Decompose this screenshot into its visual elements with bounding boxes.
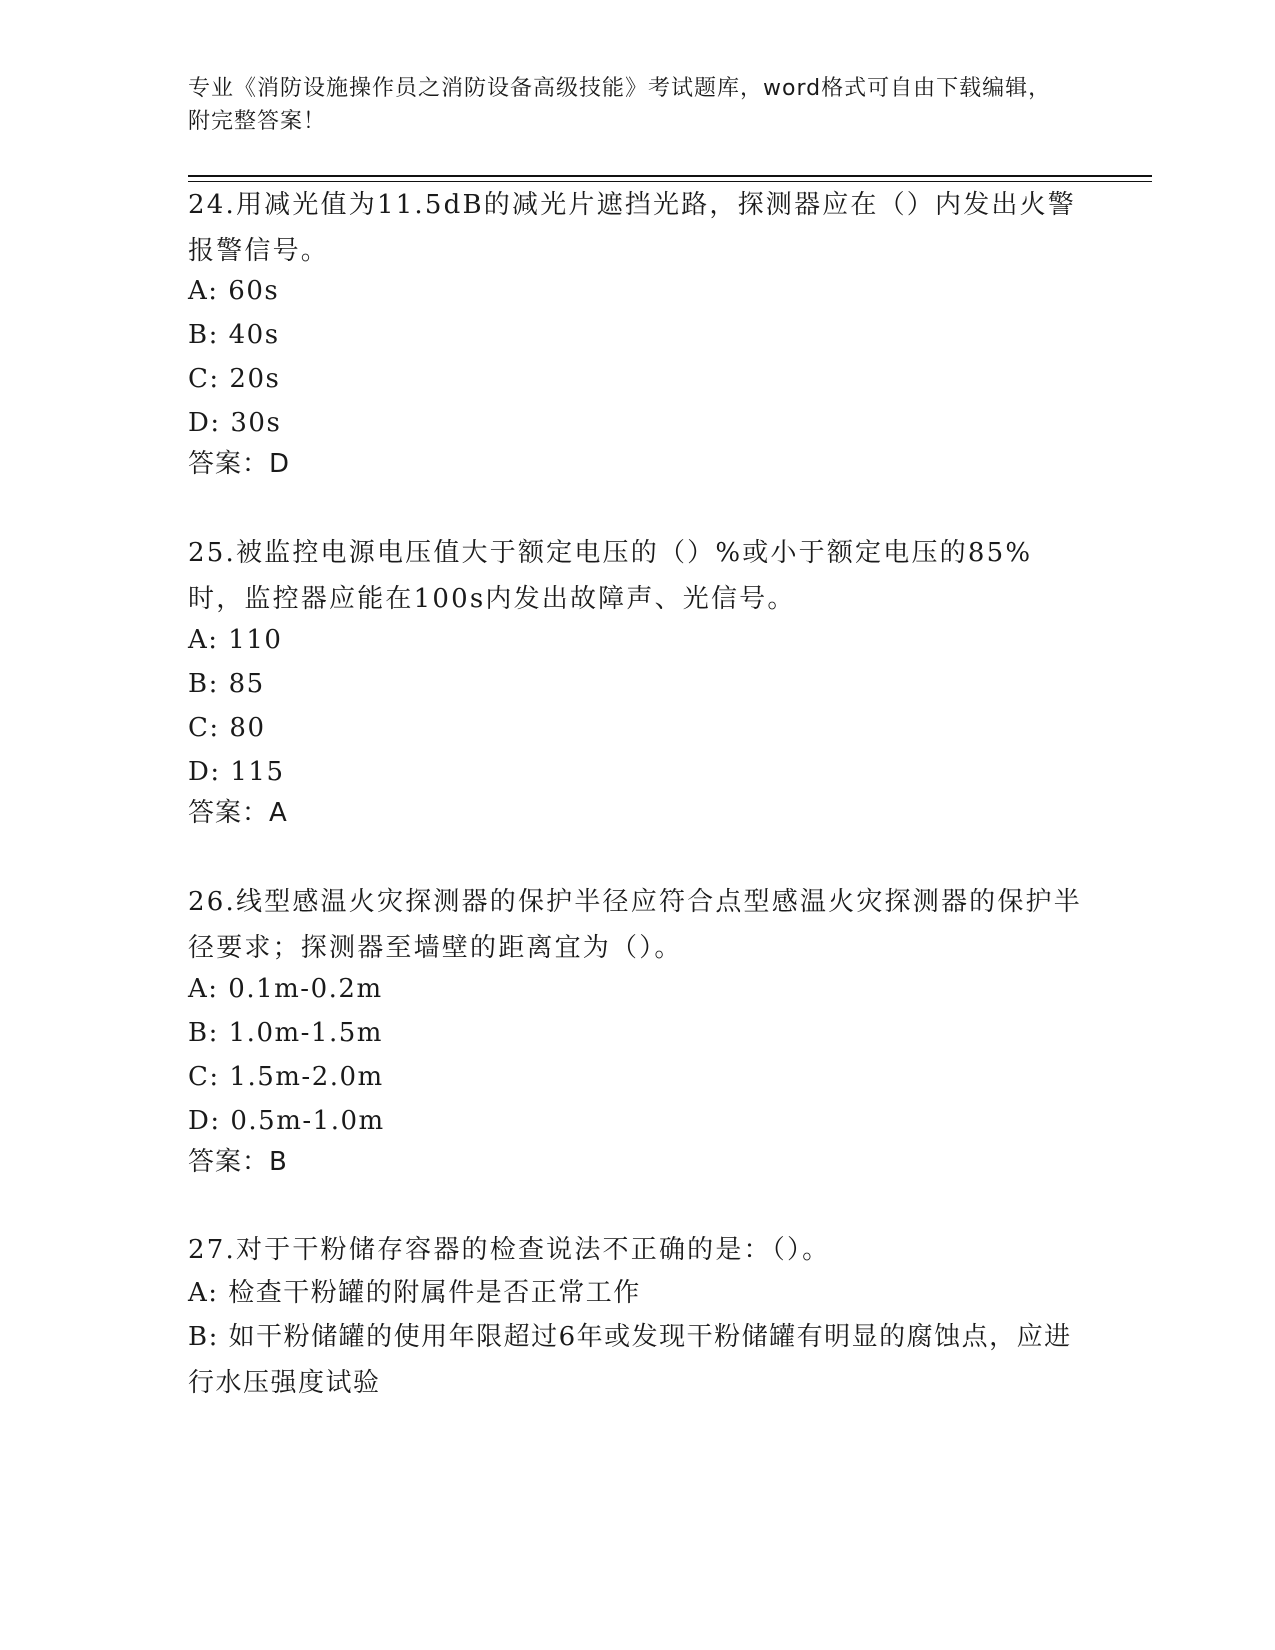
question-25-option-c: C: 80: [188, 713, 266, 743]
question-26-option-c: C: 1.5m-2.0m: [188, 1062, 384, 1092]
question-27-option-a: A: 检查干粉罐的附属件是否正常工作: [188, 1278, 641, 1308]
question-25-answer: 答案：A: [188, 798, 288, 828]
question-24-option-b: B: 40s: [188, 320, 280, 350]
question-26-answer: 答案：B: [188, 1147, 288, 1177]
question-26-option-d: D: 0.5m-1.0m: [188, 1106, 385, 1136]
document-header: 专业《消防设施操作员之消防设备高级技能》考试题库，word格式可自由下载编辑，附完整答案！: [188, 76, 1052, 134]
question-24-option-d: D: 30s: [188, 408, 282, 438]
question-24-option-a: A: 60s: [188, 276, 280, 306]
question-24-stem: 24.用减光值为11.5dB的减光片遮挡光路，探测器应在（）内发出火警报警信号。: [188, 190, 1076, 266]
question-27-option-b: B: 如干粉储罐的使用年限超过6年或发现干粉储罐有明显的腐蚀点，应进行水压强度试验: [188, 1322, 1072, 1398]
question-24-option-c: C: 20s: [188, 364, 281, 394]
header-divider-thick: [188, 175, 1152, 177]
question-26-option-a: A: 0.1m-0.2m: [188, 974, 383, 1004]
question-25-option-a: A: 110: [188, 625, 283, 655]
question-26-stem: 26.线型感温火灾探测器的保护半径应符合点型感温火灾探测器的保护半径要求；探测器至墙壁的距离宜为（）。: [188, 887, 1082, 963]
question-25-stem: 25.被监控电源电压值大于额定电压的（）%或小于额定电压的85%时，监控器应能在100s内发出故障声、光信号。: [188, 538, 1033, 614]
question-25-option-b: B: 85: [188, 669, 265, 699]
question-25-option-d: D: 115: [188, 757, 285, 787]
question-26-option-b: B: 1.0m-1.5m: [188, 1018, 383, 1048]
question-24-answer: 答案：D: [188, 449, 291, 479]
question-27-stem: 27.对于干粉储存容器的检查说法不正确的是：（）。: [188, 1235, 831, 1265]
